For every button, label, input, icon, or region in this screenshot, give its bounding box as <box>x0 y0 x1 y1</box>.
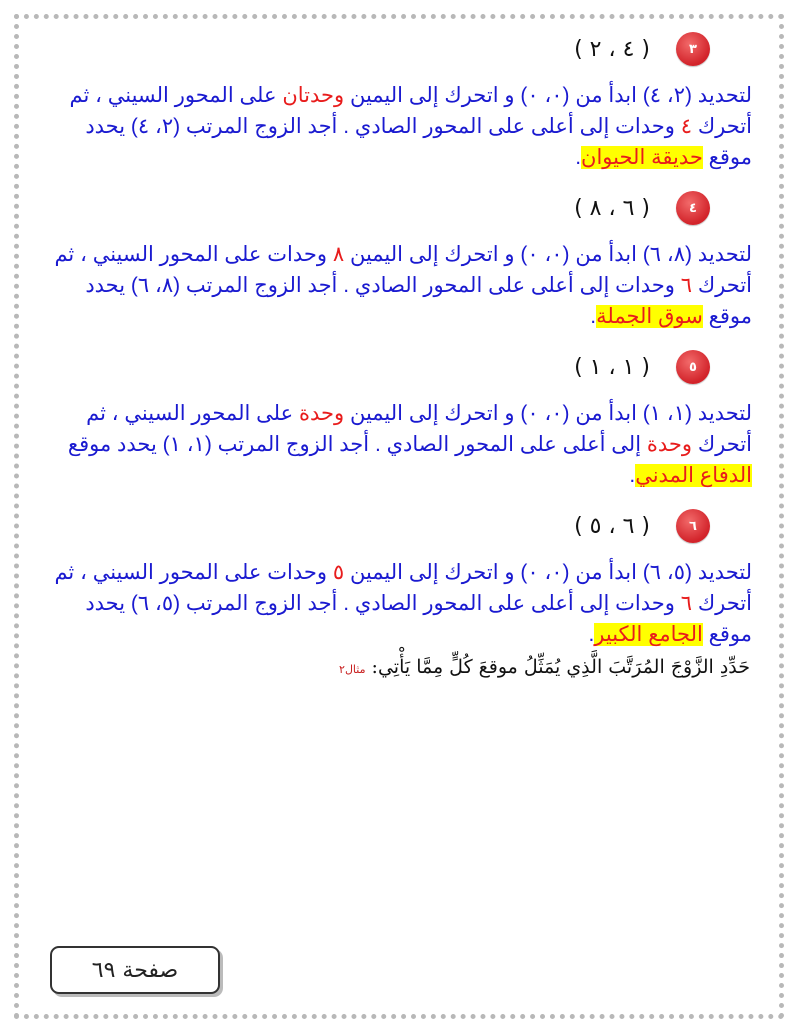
item-number-badge: ٦ <box>676 509 710 543</box>
exercise-item <box>40 497 760 650</box>
highlighted-place: سوق الجملة <box>596 305 703 328</box>
example-heading <box>40 656 750 678</box>
explanation-paragraph: لتحديد (١، ١) ابدأ من (٠، ٠) و اتحرك إلى اليمين وحدة على المحور السيني ، ثم أتحرك وحدة إلى أعلى على المحور الصادي . أجد الزوج المرتب (١، ١) يحدد موقع الدفاع المدني. <box>67 402 752 487</box>
example-text: حَدِّدِ الزَّوْجَ المُرَتَّبَ الَّذِي يُمَثِّلُ موقعَ كُلٍّ مِمَّا يَأْتِي: <box>371 656 750 678</box>
example-tag: مثال٢ <box>339 663 366 676</box>
explanation-paragraph: لتحديد (٥، ٦) ابدأ من (٠، ٠) و اتحرك إلى اليمين ٥ وحدات على المحور السيني ، ثم أتحرك ٦ وحدات إلى أعلى على المحور الصادي . أجد الزوج المرتب (٥، ٦) يحدد موقع الجامع الكبير. <box>54 561 752 646</box>
explanation-paragraph: لتحديد (٨، ٦) ابدأ من (٠، ٠) و اتحرك إلى اليمين ٨ وحدات على المحور السيني ، ثم أتحرك ٦ وحدات إلى أعلى على المحور الصادي . أجد الزوج المرتب (٨، ٦) يحدد موقع سوق الجملة. <box>54 243 752 328</box>
exercise-item <box>40 179 760 332</box>
exercise-item <box>40 338 760 491</box>
highlighted-place: الدفاع المدني <box>635 464 752 487</box>
item-number-badge: ٤ <box>676 191 710 225</box>
highlighted-place: الجامع الكبير <box>594 623 703 646</box>
exercise-content <box>40 20 760 678</box>
highlighted-place: حديقة الحيوان <box>581 146 703 169</box>
item-number-badge: ٥ <box>676 350 710 384</box>
item-number-badge: ٣ <box>676 32 710 66</box>
page-number-box <box>50 946 220 994</box>
ordered-pair: ( ١ ، ١ ) <box>574 354 650 380</box>
ordered-pair: ( ٦ ، ٨ ) <box>574 195 650 221</box>
exercise-item <box>40 20 760 173</box>
ordered-pair: ( ٤ ، ٢ ) <box>574 36 650 62</box>
ordered-pair: ( ٦ ، ٥ ) <box>574 513 650 539</box>
page-number-label: صفحة ٦٩ <box>91 957 179 983</box>
explanation-paragraph: لتحديد (٢، ٤) ابدأ من (٠، ٠) و اتحرك إلى اليمين وحدتان على المحور السيني ، ثم أتحرك ٤ وحدات إلى أعلى على المحور الصادي . أجد الزوج المرتب (٢، ٤) يحدد موقع حديقة الحيوان. <box>69 84 752 169</box>
